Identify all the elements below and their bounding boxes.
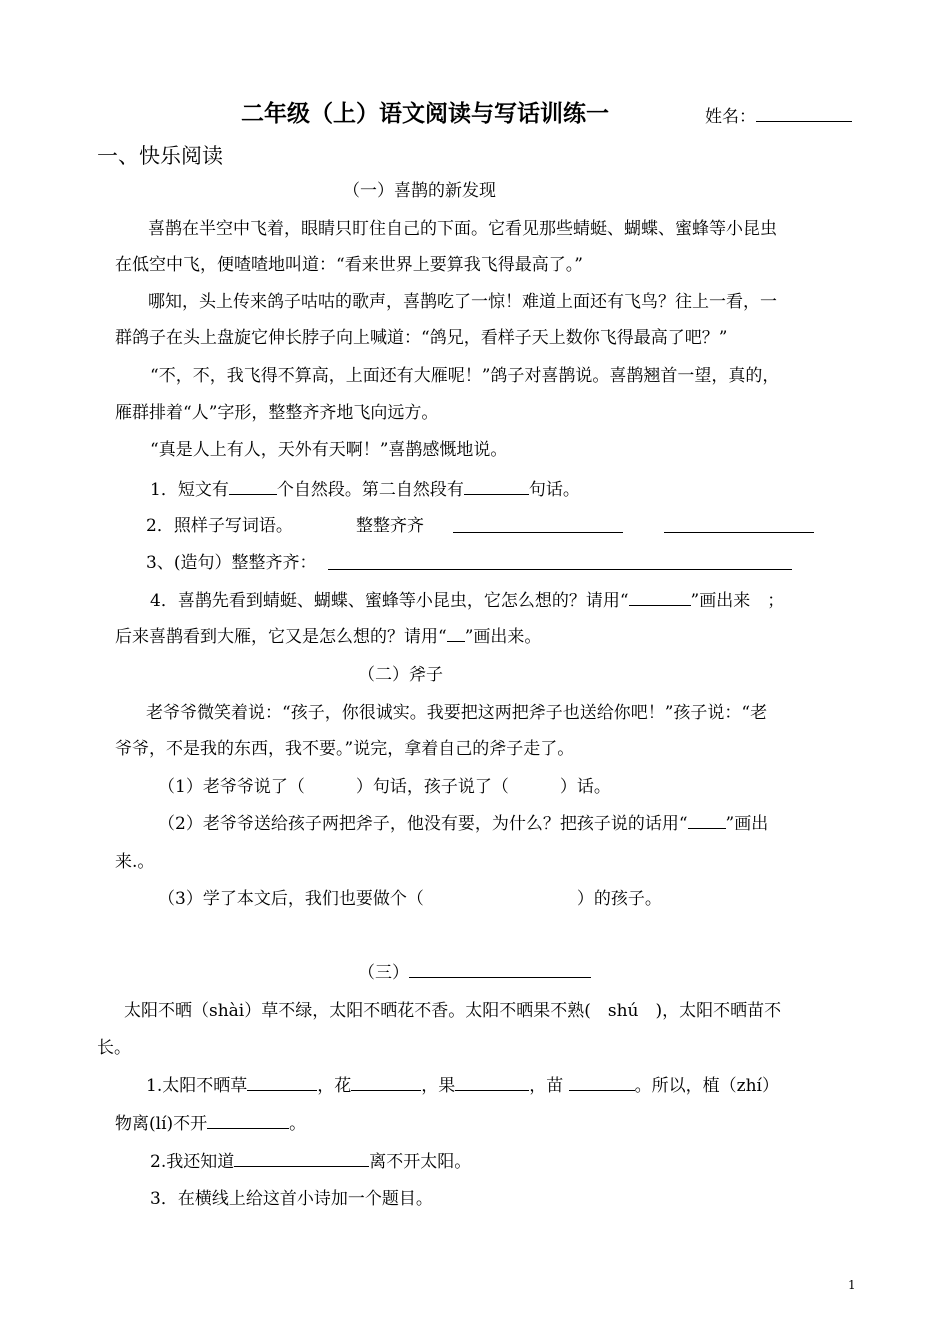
passage2-line: 老爷爷微笑着说：“孩子，你很诚实。我要把这两把斧子也送给你吧！”孩子说：“老 <box>146 703 768 723</box>
passage3-heading: （三） <box>358 961 591 985</box>
passage1-line: “不，不，我飞得不算高，上面还有大雁呢！”鸽子对喜鹊说。喜鹊翘首一望，真的， <box>150 366 780 386</box>
answer-blank[interactable] <box>453 532 623 533</box>
question-3-2: 2.我还知道 离不开太阳。 <box>150 1152 472 1172</box>
answer-blank[interactable] <box>234 1150 369 1167</box>
question-2: 2．照样子写词语。 <box>146 516 293 536</box>
underline-sample <box>688 812 726 829</box>
question-3-1: 1.太阳不晒草 ，花 ，果 ，苗 。所以，植（zhí） <box>146 1076 779 1096</box>
question-2-3: （3）学了本文后，我们也要做个（ ）的孩子。 <box>158 889 662 909</box>
question-2-1: （1）老爷爷说了（ ）句话，孩子说了（ ）话。 <box>158 777 611 797</box>
question-3-3: 3．在横线上给这首小诗加一个题目。 <box>150 1189 433 1209</box>
answer-blank[interactable] <box>247 1074 317 1091</box>
question-1: 1．短文有 个自然段。第二自然段有 句话。 <box>150 480 580 500</box>
passage1-line: “真是人上有人，天外有天啊！”喜鹊感慨地说。 <box>150 440 508 460</box>
passage1-line: 群鸽子在头上盘旋它伸长脖子向上喊道：“鸽兄，看样子天上数你飞得最高了吧？” <box>115 328 728 348</box>
answer-blank[interactable] <box>664 532 814 533</box>
passage2-heading: （二）斧子 <box>358 665 443 685</box>
passage1-line: 哪知，头上传来鸽子咕咕的歌声，喜鹊吃了一惊！难道上面还有飞鸟？往上一看，一 <box>148 292 777 312</box>
underline-sample <box>629 589 691 606</box>
passage1-heading: （一）喜鹊的新发现 <box>343 181 496 201</box>
page-title: 二年级（上）语文阅读与写话训练一 <box>241 101 609 127</box>
passage3-line: 太阳不晒（shài）草不绿，太阳不晒花不香。太阳不晒果不熟( shú )，太阳不晒苗不 <box>124 1001 782 1021</box>
page-number: 1 <box>848 1278 856 1292</box>
answer-blank[interactable] <box>569 1074 635 1091</box>
answer-blank[interactable] <box>229 478 277 495</box>
question-4: 4．喜鹊先看到蜻蜓、蝴蝶、蜜蜂等小昆虫，它怎么想的？请用“ ”画出来 ； <box>150 591 785 611</box>
passage1-line: 在低空中飞，便喳喳地叫道：“看来世界上要算我飞得最高了。” <box>115 255 583 275</box>
answer-blank[interactable] <box>464 478 529 495</box>
passage1-line: 雁群排着“人”字形，整整齐齐地飞向远方。 <box>115 403 439 423</box>
answer-blank[interactable] <box>207 1112 289 1129</box>
name-label: 姓名： <box>705 105 852 129</box>
name-blank[interactable] <box>756 105 852 122</box>
passage2-line: 爷爷，不是我的东西，我不要。”说完，拿着自己的斧子走了。 <box>115 739 575 759</box>
underline-sample <box>447 625 465 642</box>
passage3-line: 长。 <box>97 1038 131 1058</box>
question-3: 3、(造句）整整齐齐： <box>146 553 317 573</box>
answer-blank[interactable] <box>455 1074 529 1091</box>
sentence-blank[interactable] <box>328 569 792 570</box>
question-4-cont: 后来喜鹊看到大雁，它又是怎么想的？请用“ ”画出来。 <box>115 627 542 647</box>
title-blank[interactable] <box>409 961 591 978</box>
section-heading: 一、快乐阅读 <box>97 144 223 168</box>
question-2-2: （2）老爷爷送给孩子两把斧子，他没有要，为什么？把孩子说的话用“ ”画出 <box>158 814 769 834</box>
question-2-2-cont: 来.。 <box>115 852 155 872</box>
answer-blank[interactable] <box>351 1074 421 1091</box>
passage1-line: 喜鹊在半空中飞着，眼睛只盯住自己的下面。它看见那些蜻蜓、蝴蝶、蜜蜂等小昆虫 <box>148 219 777 239</box>
example-word: 整整齐齐 <box>356 516 424 536</box>
question-3-1-cont: 物离(lí)不开 。 <box>115 1114 307 1134</box>
